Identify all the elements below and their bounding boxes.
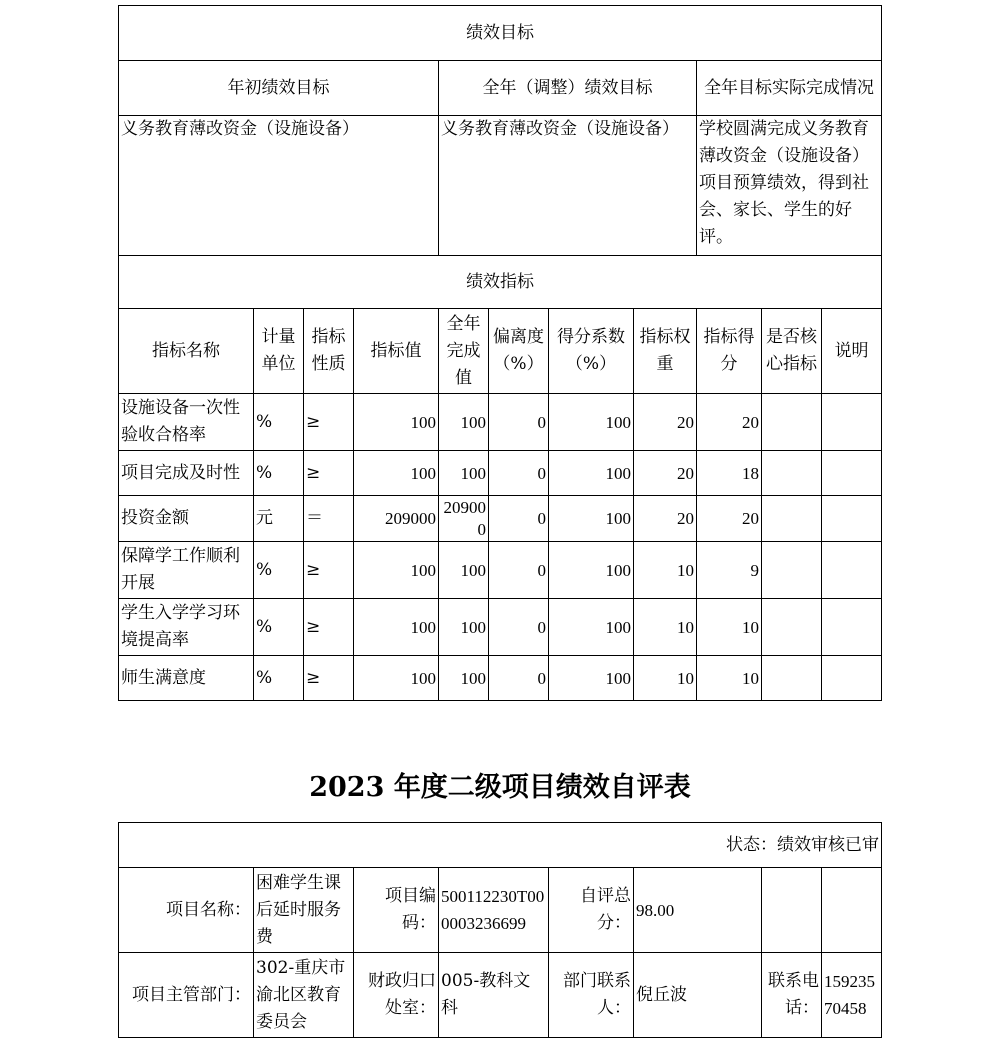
phone: 15923570458 — [822, 953, 882, 1038]
indicator-done: 100 — [439, 542, 489, 599]
indicator-coefficient: 100 — [549, 599, 634, 656]
performance-table — [118, 5, 882, 701]
header-target: 指标值 — [354, 309, 439, 394]
contact-label: 部门联系人： — [549, 953, 634, 1038]
indicator-weight: 20 — [634, 496, 697, 542]
indicators-section-title: 绩效指标 — [119, 256, 882, 309]
indicator-target: 100 — [354, 542, 439, 599]
indicator-weight: 20 — [634, 394, 697, 451]
indicator-done: 100 — [439, 451, 489, 496]
indicator-name: 投资金额 — [119, 496, 254, 542]
indicator-done: 100 — [439, 394, 489, 451]
goal-adjusted: 义务教育薄改资金（设施设备） — [439, 116, 697, 256]
header-nature: 指标性质 — [304, 309, 354, 394]
indicator-name: 师生满意度 — [119, 656, 254, 701]
indicator-weight: 10 — [634, 656, 697, 701]
indicator-score: 20 — [697, 394, 762, 451]
indicator-unit: % — [254, 656, 304, 701]
goals-header-adjusted: 全年（调整）绩效目标 — [439, 61, 697, 116]
indicator-weight: 10 — [634, 542, 697, 599]
indicator-unit: % — [254, 542, 304, 599]
header-coefficient: 得分系数（%） — [549, 309, 634, 394]
indicator-score: 18 — [697, 451, 762, 496]
indicator-deviation: 0 — [489, 496, 549, 542]
indicator-name: 学生入学学习环境提高率 — [119, 599, 254, 656]
indicator-note — [822, 496, 882, 542]
indicator-note — [822, 599, 882, 656]
indicator-unit: % — [254, 599, 304, 656]
indicator-note — [822, 394, 882, 451]
indicator-core — [762, 656, 822, 701]
indicator-deviation: 0 — [489, 542, 549, 599]
project-name-label: 项目名称： — [119, 868, 254, 953]
self-score: 98.00 — [634, 868, 762, 953]
indicator-score: 10 — [697, 599, 762, 656]
header-deviation: 偏离度（%） — [489, 309, 549, 394]
indicator-coefficient: 100 — [549, 451, 634, 496]
indicator-target: 100 — [354, 394, 439, 451]
indicator-name: 项目完成及时性 — [119, 451, 254, 496]
indicator-note — [822, 542, 882, 599]
indicator-deviation: 0 — [489, 656, 549, 701]
finance-office-label: 财政归口处室： — [354, 953, 439, 1038]
page-title: 2023 年度二级项目绩效自评表 — [309, 772, 691, 803]
table-row — [119, 542, 882, 599]
indicator-core — [762, 599, 822, 656]
header-weight: 指标权重 — [634, 309, 697, 394]
indicator-target: 209000 — [354, 496, 439, 542]
header-core: 是否核心指标 — [762, 309, 822, 394]
indicator-target: 100 — [354, 599, 439, 656]
indicator-nature: ≥ — [304, 542, 354, 599]
header-score: 指标得分 — [697, 309, 762, 394]
indicator-core — [762, 451, 822, 496]
goals-header-actual: 全年目标实际完成情况 — [697, 61, 882, 116]
indicator-weight: 10 — [634, 599, 697, 656]
header-note: 说明 — [822, 309, 882, 394]
table-row — [119, 394, 882, 451]
indicator-deviation: 0 — [489, 394, 549, 451]
indicator-done: 100 — [439, 599, 489, 656]
phone-label: 联系电话： — [762, 953, 822, 1038]
indicator-score: 20 — [697, 496, 762, 542]
header-name: 指标名称 — [119, 309, 254, 394]
indicator-deviation: 0 — [489, 451, 549, 496]
indicator-nature: ≥ — [304, 599, 354, 656]
indicator-coefficient: 100 — [549, 542, 634, 599]
table-row — [119, 496, 882, 542]
self-score-label: 自评总分： — [549, 868, 634, 953]
indicator-nature: ≥ — [304, 451, 354, 496]
header-done: 全年完成值 — [439, 309, 489, 394]
finance-office: 005-教科文科 — [439, 953, 549, 1038]
indicator-target: 100 — [354, 656, 439, 701]
indicator-score: 9 — [697, 542, 762, 599]
empty-cell — [822, 868, 882, 953]
indicator-coefficient: 100 — [549, 394, 634, 451]
indicator-nature: ≥ — [304, 394, 354, 451]
department: 302-重庆市渝北区教育委员会 — [254, 953, 354, 1038]
indicator-unit: 元 — [254, 496, 304, 542]
indicator-name: 设施设备一次性验收合格率 — [119, 394, 254, 451]
indicator-weight: 20 — [634, 451, 697, 496]
contact: 倪丘波 — [634, 953, 762, 1038]
indicator-score: 10 — [697, 656, 762, 701]
indicator-deviation: 0 — [489, 599, 549, 656]
indicator-core — [762, 496, 822, 542]
empty-cell — [762, 868, 822, 953]
indicator-target: 100 — [354, 451, 439, 496]
indicator-name: 保障学工作顺利开展 — [119, 542, 254, 599]
goal-initial: 义务教育薄改资金（设施设备） — [119, 116, 439, 256]
table-row — [119, 599, 882, 656]
indicator-unit: % — [254, 451, 304, 496]
table-row — [119, 451, 882, 496]
indicator-coefficient: 100 — [549, 656, 634, 701]
indicator-coefficient: 100 — [549, 496, 634, 542]
indicator-note — [822, 656, 882, 701]
indicator-note — [822, 451, 882, 496]
indicator-done: 100 — [439, 656, 489, 701]
status-badge: 状态：绩效审核已审 — [119, 823, 882, 868]
goal-actual: 学校圆满完成义务教育薄改资金（设施设备）项目预算绩效，得到社会、家长、学生的好评。 — [697, 116, 882, 256]
department-label: 项目主管部门： — [119, 953, 254, 1038]
indicator-nature: ＝ — [304, 496, 354, 542]
goals-header-initial: 年初绩效目标 — [119, 61, 439, 116]
project-code: 500112230T000003236699 — [439, 868, 549, 953]
header-unit: 计量单位 — [254, 309, 304, 394]
indicator-core — [762, 394, 822, 451]
project-info-table — [118, 822, 882, 1038]
table-row — [119, 656, 882, 701]
goals-section-title: 绩效目标 — [119, 6, 882, 61]
project-code-label: 项目编码： — [354, 868, 439, 953]
indicator-unit: % — [254, 394, 304, 451]
project-name: 困难学生课后延时服务费 — [254, 868, 354, 953]
indicator-nature: ≥ — [304, 656, 354, 701]
indicator-done: 209000 — [439, 496, 489, 542]
indicator-core — [762, 542, 822, 599]
